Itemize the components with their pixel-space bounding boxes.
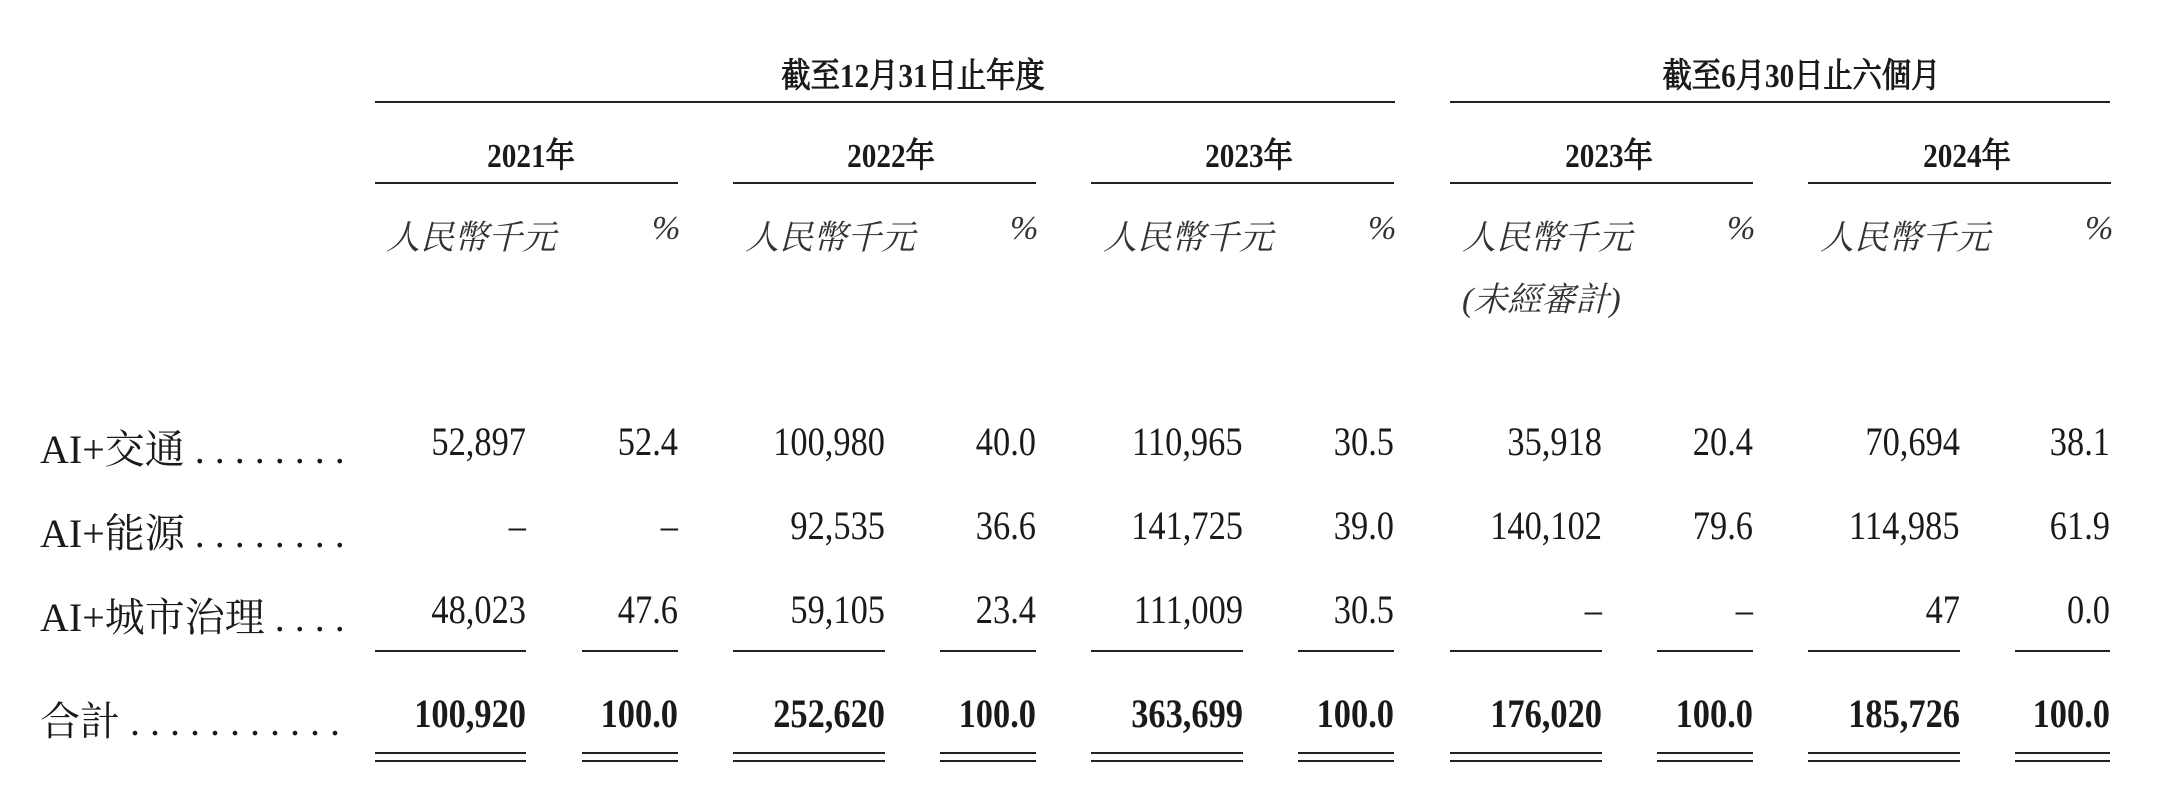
rule-year-2023 xyxy=(1091,182,1394,184)
rule-total-top-2024h1-pct xyxy=(2015,752,2110,754)
rule-total-bottom-2023h1-rmb xyxy=(1450,760,1602,762)
cell-energy-2024h1-rmb: 114,985 xyxy=(1849,503,1960,548)
year-header-2022: 2022年 xyxy=(847,138,935,175)
cell-energy-2022-pct: 36.6 xyxy=(975,503,1036,548)
rule-total-bottom-2023-pct xyxy=(1298,760,1394,762)
cell-city-2024h1-pct: 0.0 xyxy=(2067,587,2110,632)
cell-city-2023h1-pct: – xyxy=(1735,587,1753,632)
rule-subtotal-2023h1-pct xyxy=(1657,650,1753,652)
cell-transport-2021-rmb: 52,897 xyxy=(431,419,526,464)
rule-subtotal-2023-rmb xyxy=(1091,650,1243,652)
unit-pct-2022: % xyxy=(1010,210,1039,247)
cell-energy-2023-pct: 39.0 xyxy=(1333,503,1394,548)
unit-pct-2023-h1: % xyxy=(1727,210,1756,247)
cell-transport-2021-pct: 52.4 xyxy=(617,419,678,464)
cell-total-2022-rmb: 252,620 xyxy=(773,691,885,736)
cell-energy-2022-rmb: 92,535 xyxy=(790,503,885,548)
rule-total-bottom-2024h1-pct xyxy=(2015,760,2110,762)
cell-total-2024h1-rmb: 185,726 xyxy=(1848,691,1960,736)
rule-total-bottom-2022-rmb xyxy=(733,760,885,762)
rule-total-top-2023h1-rmb xyxy=(1450,752,1602,754)
cell-total-2023h1-rmb: 176,020 xyxy=(1490,691,1602,736)
rule-total-top-2023-pct xyxy=(1298,752,1394,754)
rule-total-top-2024h1-rmb xyxy=(1808,752,1960,754)
cell-transport-2023h1-rmb: 35,918 xyxy=(1507,419,1602,464)
rule-total-bottom-2022-pct xyxy=(940,760,1036,762)
unit-unaudited: (未經審計) xyxy=(1462,282,1621,319)
rule-subtotal-2021-rmb xyxy=(375,650,526,652)
cell-energy-2023h1-pct: 79.6 xyxy=(1692,503,1753,548)
row-label-total: 合計 . . . . . . . . . . . xyxy=(40,699,340,744)
cell-transport-2022-rmb: 100,980 xyxy=(773,419,885,464)
cell-transport-2024h1-rmb: 70,694 xyxy=(1865,419,1960,464)
rule-total-top-2022-rmb xyxy=(733,752,885,754)
rule-sixmonth-group xyxy=(1450,101,2110,103)
row-label-ai-transport: AI+交通 . . . . . . . . xyxy=(40,427,345,472)
cell-city-2023-pct: 30.5 xyxy=(1333,587,1394,632)
year-header-2021: 2021年 xyxy=(487,138,575,175)
unit-rmb-2021: 人民幣千元 xyxy=(386,220,556,257)
cell-city-2023h1-rmb: – xyxy=(1584,587,1602,632)
rule-subtotal-2024h1-pct xyxy=(2015,650,2110,652)
rule-subtotal-2023-pct xyxy=(1298,650,1394,652)
rule-total-top-2023h1-pct xyxy=(1657,752,1753,754)
cell-city-2021-pct: 47.6 xyxy=(617,587,678,632)
unit-pct-2024-h1: % xyxy=(2085,210,2114,247)
rule-subtotal-2022-pct xyxy=(940,650,1036,652)
cell-energy-2023-rmb: 141,725 xyxy=(1131,503,1243,548)
cell-transport-2023h1-pct: 20.4 xyxy=(1692,419,1753,464)
row-label-ai-city-governance: AI+城市治理 . . . . xyxy=(40,595,345,640)
cell-city-2024h1-rmb: 47 xyxy=(1925,587,1960,632)
cell-total-2023-pct: 100.0 xyxy=(1316,691,1394,736)
cell-energy-2023h1-rmb: 140,102 xyxy=(1490,503,1602,548)
cell-total-2023h1-pct: 100.0 xyxy=(1675,691,1753,736)
rule-year-2022 xyxy=(733,182,1036,184)
row-label-ai-energy: AI+能源 . . . . . . . . xyxy=(40,511,345,556)
cell-energy-2024h1-pct: 61.9 xyxy=(2049,503,2110,548)
rule-subtotal-2023h1-rmb xyxy=(1450,650,1602,652)
rule-total-top-2023-rmb xyxy=(1091,752,1243,754)
rule-total-bottom-2021-pct xyxy=(582,760,678,762)
header-annual-period: 截至12月31日止年度 xyxy=(781,58,1045,95)
cell-city-2023-rmb: 111,009 xyxy=(1133,587,1243,632)
cell-transport-2022-pct: 40.0 xyxy=(975,419,1036,464)
header-sixmonth-period: 截至6月30日止六個月 xyxy=(1662,58,1941,95)
unit-rmb-2023: 人民幣千元 xyxy=(1103,220,1273,257)
rule-year-2023-h1 xyxy=(1450,182,1753,184)
rule-subtotal-2021-pct xyxy=(582,650,678,652)
cell-energy-2021-rmb: – xyxy=(508,503,526,548)
rule-subtotal-2022-rmb xyxy=(733,650,885,652)
rule-total-bottom-2024h1-rmb xyxy=(1808,760,1960,762)
cell-city-2022-rmb: 59,105 xyxy=(790,587,885,632)
year-header-2023-h1: 2023年 xyxy=(1565,138,1653,175)
rule-subtotal-2024h1-rmb xyxy=(1808,650,1960,652)
rule-total-bottom-2023h1-pct xyxy=(1657,760,1753,762)
cell-city-2022-pct: 23.4 xyxy=(975,587,1036,632)
cell-total-2022-pct: 100.0 xyxy=(958,691,1036,736)
cell-total-2021-rmb: 100,920 xyxy=(414,691,526,736)
cell-total-2024h1-pct: 100.0 xyxy=(2032,691,2110,736)
unit-rmb-2023-h1: 人民幣千元 xyxy=(1462,220,1632,257)
cell-transport-2024h1-pct: 38.1 xyxy=(2049,419,2110,464)
unit-rmb-2024-h1: 人民幣千元 xyxy=(1820,220,1990,257)
year-header-2024-h1: 2024年 xyxy=(1923,138,2011,175)
unit-pct-2023: % xyxy=(1368,210,1397,247)
cell-energy-2021-pct: – xyxy=(660,503,678,548)
rule-total-bottom-2021-rmb xyxy=(375,760,526,762)
rule-total-bottom-2023-rmb xyxy=(1091,760,1243,762)
cell-transport-2023-rmb: 110,965 xyxy=(1132,419,1243,464)
year-header-2023: 2023年 xyxy=(1205,138,1293,175)
unit-pct-2021: % xyxy=(652,210,681,247)
rule-total-top-2022-pct xyxy=(940,752,1036,754)
rule-total-top-2021-rmb xyxy=(375,752,526,754)
cell-city-2021-rmb: 48,023 xyxy=(431,587,526,632)
rule-year-2024-h1 xyxy=(1808,182,2111,184)
rule-total-top-2021-pct xyxy=(582,752,678,754)
rule-year-2021 xyxy=(375,182,678,184)
cell-total-2023-rmb: 363,699 xyxy=(1131,691,1243,736)
rule-annual-group xyxy=(375,101,1395,103)
cell-total-2021-pct: 100.0 xyxy=(600,691,678,736)
cell-transport-2023-pct: 30.5 xyxy=(1333,419,1394,464)
unit-rmb-2022: 人民幣千元 xyxy=(745,220,915,257)
